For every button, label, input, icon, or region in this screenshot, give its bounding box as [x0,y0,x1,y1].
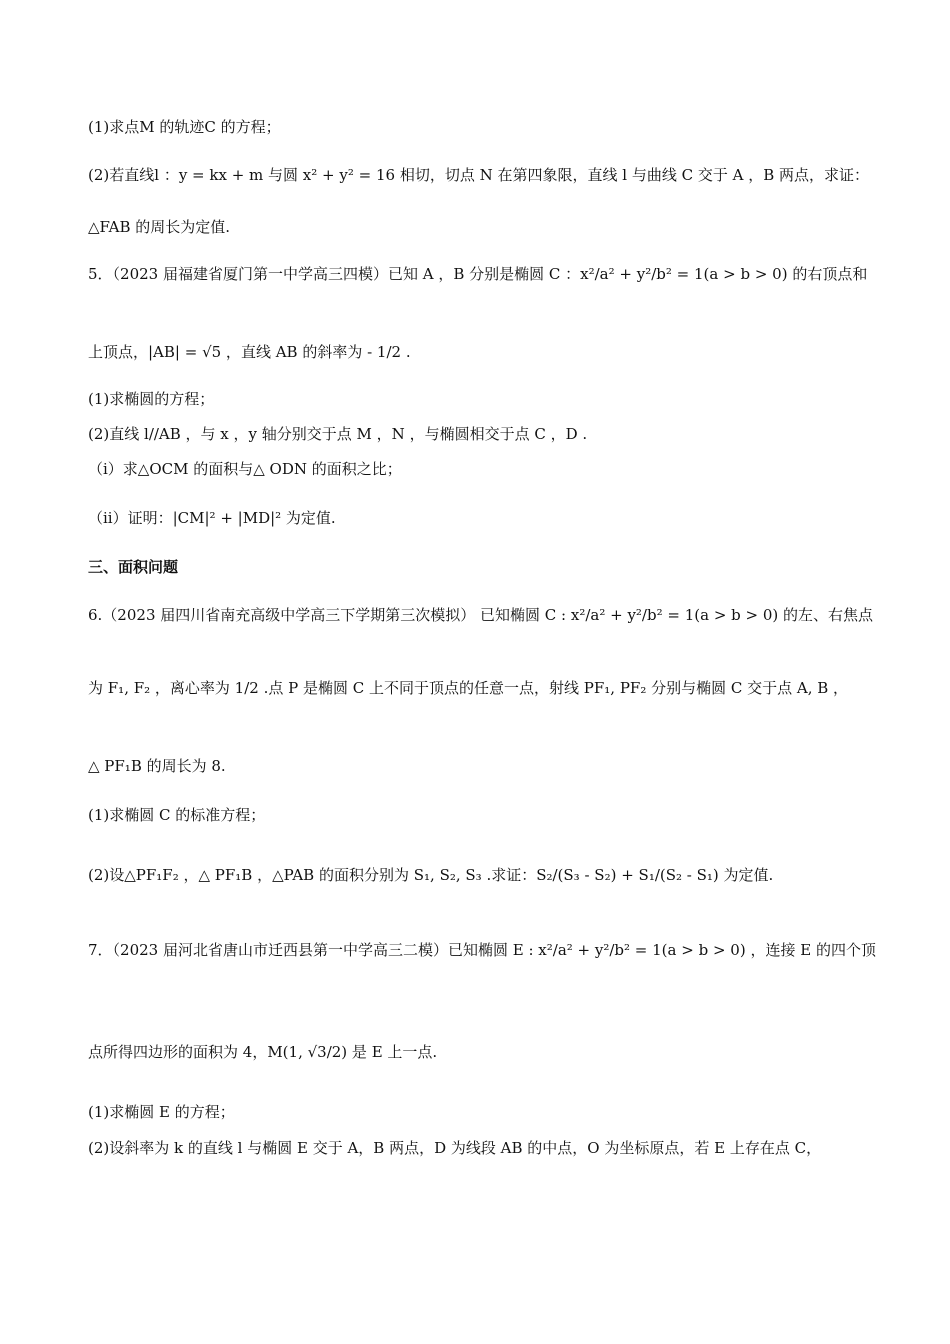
q6-stem-line2: 为 F₁, F₂ ，离心率为 1/2 .点 P 是椭圆 C 上不同于顶点的任意一点，射线 PF₁, PF₂ 分别与椭圆 C 交于点 A, B ， [88,679,849,697]
q6-part2: (2)设△PF₁F₂ ，△ PF₁B ，△PAB 的面积分别为 S₁, S₂, S₃ .求证：S₂/(S₃ - S₂) + S₁/(S₂ - S₁) 为定值. [88,866,774,884]
q4-part2-line1: (2)若直线l ：y = kx + m 与圆 x² + y² = 16 相切，切点 N 在第四象限，直线 l 与曲线 C 交于 A ，B 两点，求证： [88,166,869,184]
q5-part1: (1)求椭圆的方程； [88,390,215,408]
q5-part2: (2)直线 l//AB ，与 x ，y 轴分别交于点 M ，N ，与椭圆相交于点 C ，D . [88,425,588,443]
q6-stem-line1: 6.（2023 届四川省南充高级中学高三下学期第三次模拟） 已知椭圆 C : x²/a² + y²/b² = 1(a > b > 0) 的左、右焦点 [88,606,874,624]
q5-sub2: （ii）证明：|CM|² + |MD|² 为定值. [88,509,336,527]
q7-part2: (2)设斜率为 k 的直线 l 与椭圆 E 交于 A，B 两点，D 为线段 AB 的中点，O 为坐标原点，若 E 上存在点 C， [88,1139,822,1157]
q7-part1: (1)求椭圆 E 的方程； [88,1103,235,1121]
q5-stem-line2: 上顶点，|AB| = √5 ，直线 AB 的斜率为 - 1/2 . [88,343,411,361]
section-title-area-problems: 三、面积问题 [88,558,179,576]
q7-stem-line1: 7．（2023 届河北省唐山市迁西县第一中学高三二模）已知椭圆 E : x²/a² + y²/b² = 1(a > b > 0) ，连接 E 的四个顶 [88,941,876,959]
q6-stem-line3: △ PF₁B 的周长为 8. [88,757,226,775]
q7-stem-line2: 点所得四边形的面积为 4，M(1, √3/2) 是 E 上一点. [88,1043,438,1061]
q4-part1: (1)求点M 的轨迹C 的方程； [88,118,281,136]
q6-part1: (1)求椭圆 C 的标准方程； [88,806,266,824]
q5-sub1: （i）求△OCM 的面积与△ ODN 的面积之比； [88,460,402,478]
q5-stem-line1: 5．（2023 届福建省厦门第一中学高三四模）已知 A ，B 分别是椭圆 C ：x²/a² + y²/b² = 1(a > b > 0) 的右顶点和 [88,265,868,283]
q4-part2-line2: △FAB 的周长为定值. [88,218,231,236]
